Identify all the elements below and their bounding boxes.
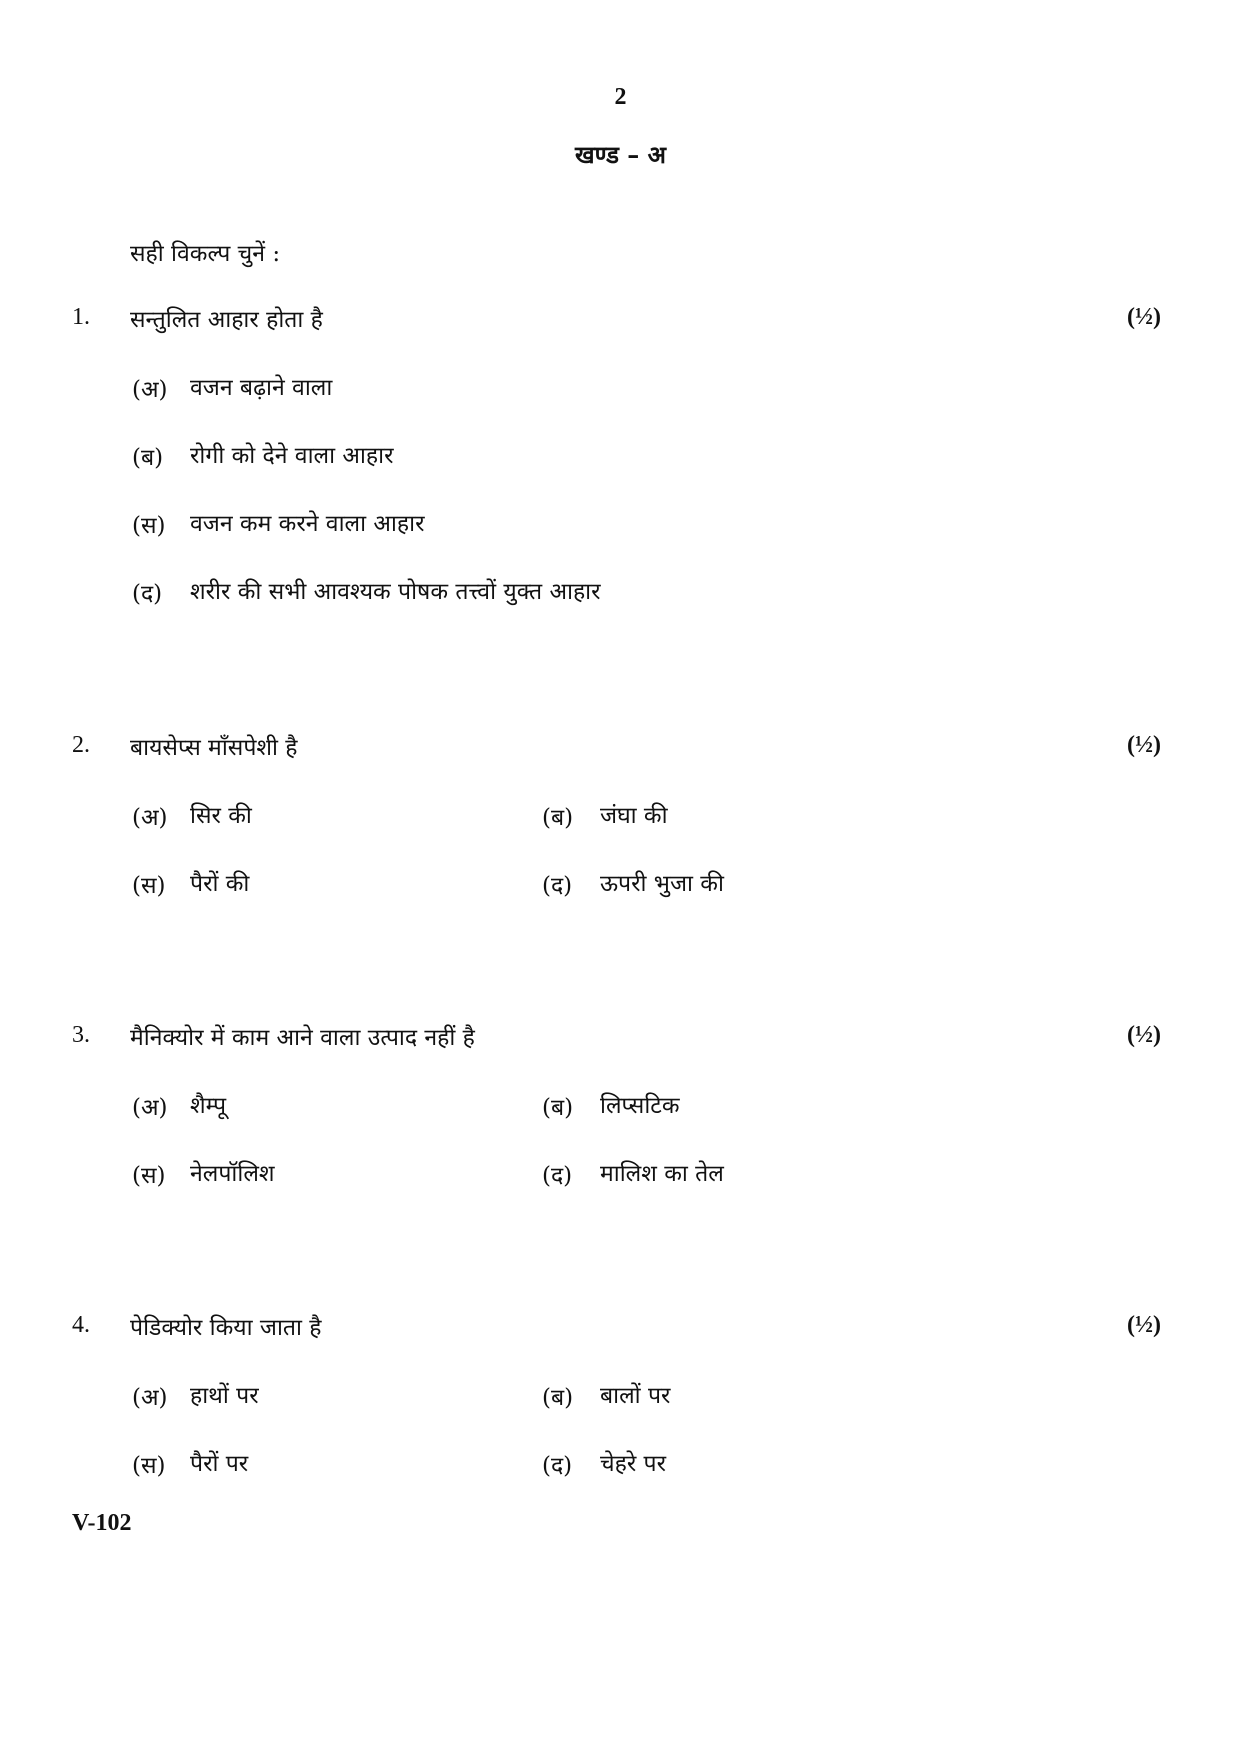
option-b-text: रोगी को देने वाला आहार xyxy=(190,443,394,469)
question-marks: (½) xyxy=(1127,1312,1161,1338)
option-a-letter: (अ) xyxy=(132,1095,168,1121)
question-text: मैनिक्योर में काम आने वाला उत्पाद नहीं है xyxy=(130,1025,475,1051)
footer-paper-code: V-102 xyxy=(72,1510,132,1536)
question-text: बायसेप्स माँसपेशी है xyxy=(130,735,298,761)
option-d-text: चेहरे पर xyxy=(600,1451,667,1477)
question-text: सन्तुलित आहार होता है xyxy=(130,307,323,333)
option-d-text: ऊपरी भुजा की xyxy=(600,871,724,897)
option-c-letter: (स) xyxy=(132,1163,166,1189)
option-d-letter: (द) xyxy=(542,873,573,899)
option-c-text: नेलपॉलिश xyxy=(190,1161,275,1187)
option-a-text: शैम्पू xyxy=(190,1093,227,1119)
option-d-text: मालिश का तेल xyxy=(600,1161,724,1187)
option-a-text: सिर की xyxy=(190,803,252,829)
option-d-letter: (द) xyxy=(542,1163,573,1189)
option-b-text: लिप्सटिक xyxy=(600,1093,680,1119)
option-b-letter: (ब) xyxy=(132,445,164,471)
instruction: सही विकल्प चुनें : xyxy=(130,241,281,267)
option-d-text: शरीर की सभी आवश्यक पोषक तत्त्वों युक्त आहार xyxy=(190,579,601,605)
option-b-letter: (ब) xyxy=(542,805,574,831)
question-text: पेडिक्योर किया जाता है xyxy=(130,1315,322,1341)
option-b-letter: (ब) xyxy=(542,1385,574,1411)
question-marks: (½) xyxy=(1127,732,1161,758)
option-c-text: पैरों की xyxy=(190,871,250,897)
question-marks: (½) xyxy=(1127,1022,1161,1048)
question-number: 1. xyxy=(72,304,90,330)
option-c-letter: (स) xyxy=(132,873,166,899)
section-title: खण्ड – अ xyxy=(575,140,666,169)
question-number: 3. xyxy=(72,1022,90,1048)
question-marks: (½) xyxy=(1127,304,1161,330)
question-number: 4. xyxy=(72,1312,90,1338)
page-number: 2 xyxy=(614,84,627,110)
option-c-letter: (स) xyxy=(132,513,166,539)
option-d-letter: (द) xyxy=(132,581,163,607)
option-b-text: जंघा की xyxy=(600,803,668,829)
option-b-letter: (ब) xyxy=(542,1095,574,1121)
option-a-letter: (अ) xyxy=(132,377,168,403)
question-number: 2. xyxy=(72,732,90,758)
option-a-text: वजन बढ़ाने वाला xyxy=(190,375,333,401)
option-c-text: वजन कम करने वाला आहार xyxy=(190,511,425,537)
option-c-text: पैरों पर xyxy=(190,1451,249,1477)
option-a-text: हाथों पर xyxy=(190,1383,259,1409)
option-a-letter: (अ) xyxy=(132,805,168,831)
option-b-text: बालों पर xyxy=(600,1383,671,1409)
option-a-letter: (अ) xyxy=(132,1385,168,1411)
option-c-letter: (स) xyxy=(132,1453,166,1479)
option-d-letter: (द) xyxy=(542,1453,573,1479)
